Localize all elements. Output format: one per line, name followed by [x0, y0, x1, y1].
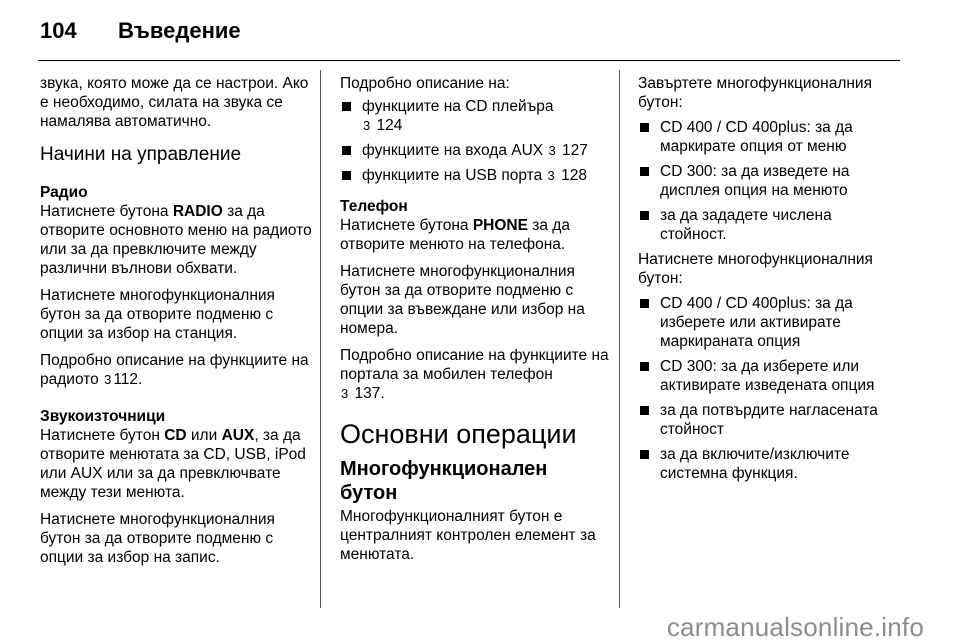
- column-1: [40, 74, 312, 575]
- subheading-phone: Телефон: [340, 198, 408, 215]
- page-reference-link[interactable]: 128: [561, 167, 587, 184]
- radio-paragraph-1: Натиснете бутона RADIO за да отворите основното меню на радиото или за да превключите между различни вълнови обхвати.: [40, 203, 312, 277]
- radio-paragraph-3: Подробно описание на функциите на радиото 3 112.: [40, 352, 309, 388]
- subsection-heading-multi: Многофункционален бутон: [340, 458, 548, 504]
- press-list: [638, 294, 890, 483]
- page-number: 104: [40, 18, 77, 43]
- detail-paragraph: Подробно описание на:: [340, 75, 510, 92]
- page-reference-link[interactable]: 112.: [113, 371, 143, 388]
- phone-paragraph-2: Натиснете многофункционалния бутон за да отворите подменю с опции за въвеждане или избор на номера.: [340, 263, 585, 337]
- radio-paragraph-2: Натиснете многофункционалния бутон за да отворите подменю с опции за избор на станция.: [40, 287, 275, 342]
- phone-paragraph-3: Подробно описание на функциите на портала за мобилен телефон 3 137.: [340, 347, 609, 402]
- phone-button-label: PHONE: [472, 217, 528, 234]
- subheading-radio: Радио: [40, 184, 88, 201]
- intro-paragraph: звука, която може да се настрои. Ако е необходимо, силата на звука се намалява автоматично.: [40, 75, 309, 130]
- list-item: функциите на CD плейъра 3 124: [340, 97, 610, 135]
- subheading-sources: Звукоизточници: [40, 408, 166, 425]
- list-item: за да зададете числена стойност.: [638, 206, 890, 244]
- reference-arrow-icon: 3: [547, 168, 555, 183]
- page-reference-link[interactable]: 127: [562, 142, 588, 159]
- section-heading-controls: Начини на управление: [40, 144, 242, 165]
- multi-paragraph: Многофункционалният бутон е централният контролен елемент за менютата.: [340, 508, 596, 563]
- column-divider-2: [619, 70, 620, 608]
- press-paragraph: Натиснете многофункционалния бутон:: [638, 251, 873, 287]
- watermark: carmanualsonline.info: [666, 612, 924, 642]
- list-item: за да потвърдите нагласената стойност: [638, 401, 890, 439]
- sources-paragraph-1: Натиснете бутон CD или AUX, за да отворите менютата за CD, USB, iPod или AUX или за да превключвате между тези менюта.: [40, 427, 306, 501]
- rotate-paragraph: Завъртете многофункционалния бутон:: [638, 75, 872, 111]
- aux-button-label: AUX: [221, 427, 255, 444]
- reference-arrow-icon: 3: [548, 143, 556, 158]
- reference-arrow-icon: 3: [341, 386, 349, 401]
- sources-paragraph-2: Натиснете многофункционалния бутон за да отворите подменю с опции за избор на запис.: [40, 511, 275, 566]
- header-rule: [38, 60, 900, 61]
- list-item: CD 400 / CD 400plus: за да изберете или активирате маркираната опция: [638, 294, 890, 351]
- list-item: CD 400 / CD 400plus: за да маркирате опция от меню: [638, 118, 890, 156]
- reference-arrow-icon: 3: [104, 372, 112, 387]
- list-item: CD 300: за да изведете на дисплея опция на менюто: [638, 162, 890, 200]
- list-item: функциите на USB порта 3 128: [340, 166, 610, 185]
- list-item: CD 300: за да изберете или активирате изведената опция: [638, 357, 890, 395]
- rotate-list: [638, 118, 890, 244]
- detail-list: [340, 97, 610, 185]
- cd-button-label: CD: [164, 427, 187, 444]
- radio-button-label: RADIO: [172, 203, 223, 220]
- section-heading-basic: Основни операции: [340, 419, 577, 449]
- page-header: [40, 18, 241, 48]
- reference-arrow-icon: 3: [363, 118, 371, 133]
- page-title: Въведение: [118, 18, 241, 43]
- column-3: [638, 74, 890, 489]
- page-reference-link[interactable]: 137.: [354, 385, 385, 402]
- column-divider-1: [320, 70, 321, 608]
- column-2: [340, 74, 610, 572]
- phone-paragraph-1: Натиснете бутона PHONE за да отворите менюто на телефона.: [340, 217, 570, 253]
- page-reference-link[interactable]: 124: [376, 117, 403, 134]
- list-item: функциите на входа AUX 3 127: [340, 141, 610, 160]
- list-item: за да включите/изключите системна функция.: [638, 445, 890, 483]
